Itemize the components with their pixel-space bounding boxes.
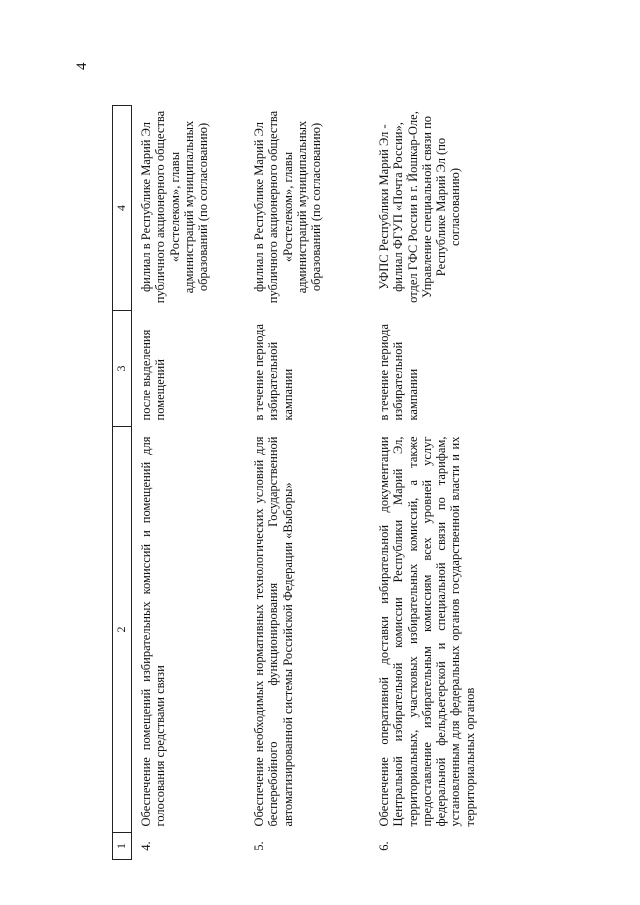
table-header-row bbox=[113, 106, 132, 860]
measure-responsible: филиал в Республике Марий Эл публичного акционерного общества «Ростелеком», главы администраций муниципальных образований (по согласованию) bbox=[139, 110, 210, 304]
table-row bbox=[245, 106, 370, 860]
column-header-1: 1 bbox=[113, 833, 132, 860]
measure-description: Обеспечение оперативной доставки избирательной документации Центральной избирательной комиссии Республики Марий Эл, территориальных, участковых избирательных комиссий, а также предоставление избирательным комиссиям всех уровней услуг федеральной фельдъегерской и специальной связи по тарифам, установленным для федеральных органов государственной власти и их территориальных органов bbox=[377, 436, 477, 827]
row-number: 6. bbox=[377, 841, 391, 851]
measure-description: Обеспечение помещений избирательных комиссий и помещений для голосования средствами связи bbox=[139, 436, 168, 827]
measure-responsible: УФПС Республики Марий Эл - филиал ФГУП «Почта России», отдел ГФС России в г. Йошкар-Оле, Управление специальной связи по Республике Марий Эл (по согласованию) bbox=[377, 111, 463, 303]
row-number: 5. bbox=[252, 841, 266, 851]
column-header-4: 4 bbox=[113, 106, 132, 311]
measure-period: в течение периода избирательной кампании bbox=[377, 323, 420, 421]
measures-table bbox=[112, 105, 507, 860]
measure-period: после выделения помещений bbox=[139, 329, 168, 421]
measure-period: в течение периода избирательной кампании bbox=[252, 323, 295, 421]
column-header-2: 2 bbox=[113, 427, 132, 833]
measure-responsible: филиал в Республике Марий Эл публичного акционерного общества «Ростелеком», главы администраций муниципальных образований (по согласованию) bbox=[252, 110, 323, 304]
column-header-3: 3 bbox=[113, 311, 132, 427]
measure-description: Обеспечение необходимых нормативных технологических условий для бесперебойного функционирования Государственной автоматизированной системы Российской Федерации «Выборы» bbox=[252, 436, 295, 827]
page-number: 4 bbox=[74, 62, 90, 70]
table-row bbox=[370, 106, 507, 860]
rotated-page-content bbox=[112, 110, 502, 860]
table-row bbox=[132, 106, 246, 860]
row-number: 4. bbox=[139, 841, 153, 851]
